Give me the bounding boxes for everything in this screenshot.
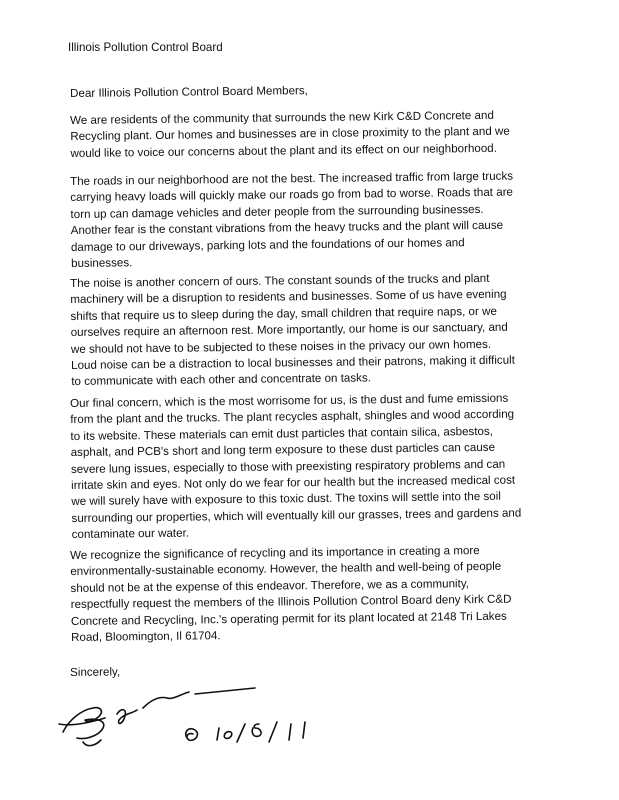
paragraph-line: businesses. xyxy=(71,256,133,271)
paragraph-line: contaminate our water. xyxy=(71,526,190,542)
paragraph-line: Loud noise can be a distraction to local businesses and their patrons, making it difficult xyxy=(71,353,515,373)
paragraph-line: to its website. These materials can emit dust particles that contain silica, asbestos, xyxy=(70,424,494,443)
paragraph-3 xyxy=(70,270,561,391)
closing-block xyxy=(70,659,560,681)
signature-stroke xyxy=(195,688,255,694)
paragraph-line: environmentally-sustainable economy. However, the health and well-being of people xyxy=(70,560,502,579)
paragraph-line: Recycling plant. Our homes and businesses are in close proximity to the plant and we xyxy=(70,125,510,144)
paragraph-line: We recognize the significance of recycling and its importance in creating a more xyxy=(70,543,480,562)
closing: Sincerely, xyxy=(70,665,121,679)
signature-stroke xyxy=(83,740,101,746)
paragraph-5 xyxy=(70,542,561,646)
paragraph-line: severe lung issues, especially to those with preexisting respiratory problems and can xyxy=(70,457,506,476)
paragraph-line: respectfully request the members of the Illinois Pollution Control Board deny Kirk C&D xyxy=(70,592,512,612)
paragraph-2 xyxy=(70,168,561,272)
paragraph-line: irritate skin and eyes. Not only do we fear for our health but the increased medical cost xyxy=(71,473,516,493)
paragraph-line: Another fear is the constant vibrations from the heavy trucks and the plant will cause xyxy=(70,218,504,238)
signature-stroke xyxy=(117,710,137,724)
paragraph-line: Concrete and Recycling, Inc.'s operating permit for its plant located at 2148 Tri Lakes xyxy=(70,609,507,628)
signature-date-mark xyxy=(224,732,232,739)
paragraph-line: should not be at the expense of this endeavor. Therefore, we as a community, xyxy=(70,576,470,595)
paragraph-line: we should not have to be subjected to these noises in the privacy our own homes. xyxy=(70,337,492,356)
paragraph-line: We are residents of the community that surrounds the new Kirk C&D Concrete and xyxy=(70,108,494,127)
signature-date-mark xyxy=(237,724,245,742)
paragraph-line: to communicate with each other and concentrate on tasks. xyxy=(71,371,372,389)
paragraph-1 xyxy=(70,107,561,162)
signature-date-mark xyxy=(303,722,305,738)
paragraph-line: shifts that require us to sleep during the day, small children that require naps, or we xyxy=(70,304,497,323)
paragraph-line: machinery will be a disruption to residents and businesses. Some of us have evening xyxy=(70,288,507,307)
paragraph-4 xyxy=(70,390,562,544)
paragraph-line: damage to our driveways, parking lots and the foundations of our homes and xyxy=(70,235,465,254)
signature-date-mark xyxy=(289,724,291,740)
paragraph-line: would like to voice our concerns about the plant and its effect on our neighborhood. xyxy=(70,141,498,160)
paragraph-line: surrounding our properties, which will eventually kill our grasses, trees and gardens and xyxy=(71,506,522,525)
recipient-heading: Illinois Pollution Control Board xyxy=(68,41,223,54)
signature-date-mark xyxy=(269,722,277,742)
salutation: Dear Illinois Pollution Control Board Members, xyxy=(70,84,308,100)
letter-body xyxy=(70,80,560,102)
paragraph-line: carrying heavy loads will quickly make our roads go from bad to worse. Roads that are xyxy=(70,185,514,205)
signature-date-mark xyxy=(252,724,261,736)
handwritten-signature xyxy=(55,680,355,755)
paragraph-line: Our final concern, which is the most worrisome for us, is the dust and fume emissions xyxy=(70,391,509,410)
paragraph-line: The roads in our neighborhood are not the best. The increased traffic from large trucks xyxy=(70,169,514,188)
paragraph-line: torn up can damage vehicles and deter people from the surrounding businesses. xyxy=(70,202,484,221)
paragraph-line: ourselves require an afternoon rest. More importantly, our home is our sanctuary, and xyxy=(70,320,508,340)
paragraph-line: asphalt, and PCB's short and long term exposure to these dust particles can cause xyxy=(70,441,496,460)
paragraph-line: we will surely have with exposure to this toxic dust. The toxins will settle into the soil xyxy=(71,490,501,509)
signature-stroke xyxy=(143,692,189,708)
paragraph-line: Road, Bloomington, Il 61704. xyxy=(71,629,221,645)
paragraph-line: from the plant and the trucks. The plant recycles asphalt, shingles and wood according xyxy=(70,407,515,427)
signature-date-mark xyxy=(217,728,219,740)
signature-stroke xyxy=(59,718,105,725)
paragraph-line: The noise is another concern of ours. The constant sounds of the trucks and plant xyxy=(70,271,490,290)
signature-date-mark xyxy=(186,729,198,741)
